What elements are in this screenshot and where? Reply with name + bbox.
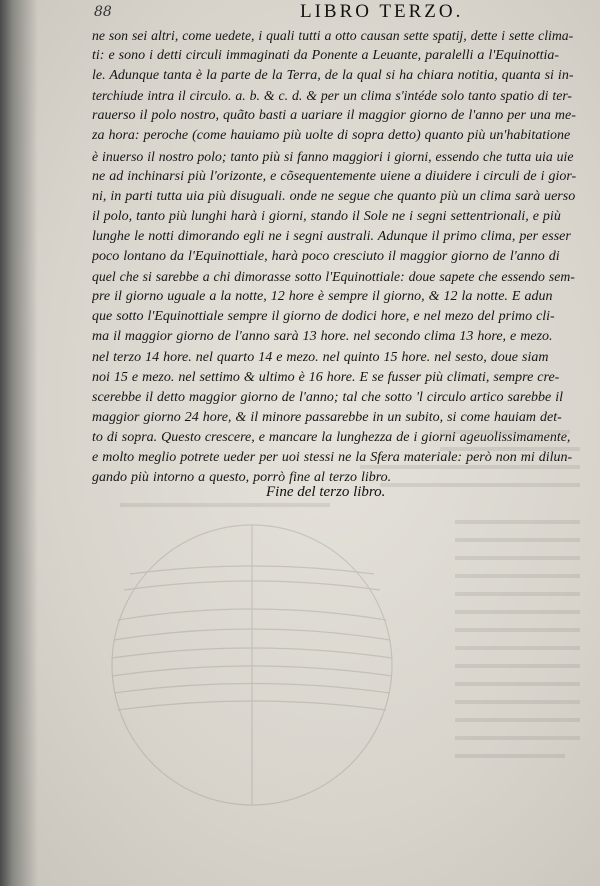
running-head: LIBRO TERZO. — [300, 1, 464, 22]
body-text — [92, 26, 578, 488]
text-line: e molto meglio potrete ueder per uoi stessi ne la Sfera materiale: però non mi dilun- — [92, 449, 573, 465]
text-line: maggior giorno 24 hore, & il minore passarebbe in un subito, si come hauiam det- — [92, 409, 562, 425]
text-line: que sotto l'Equinottiale sempre il giorno de dodici hore, e nel mezo del primo cli- — [92, 309, 555, 325]
text-line: noi 15 e mezo. nel settimo & ultimo è 16 hore. E se fusser più climati, sempre cre- — [92, 369, 560, 385]
text-line: ne son sei altri, come uedete, i quali tutti a otto causan sette spatij, dette i sette clima- — [92, 28, 574, 43]
chapter-end-line: Fine del terzo libro. — [266, 484, 386, 500]
text-line: za hora: peroche (come hauiamo più uolte di sopra detto) quanto più un'habitatione — [92, 128, 571, 144]
page-number: 88 — [94, 4, 112, 20]
text-line: ni, in parti tutta uia più disuguali. onde ne segue che quanto più un clima sarà uerso — [92, 188, 576, 204]
text-line: ma il maggior giorno de l'anno sarà 13 hore. nel secondo clima 13 hore, e mezo. — [92, 329, 553, 345]
text-line: ti: e sono i detti circuli immaginati da Ponente a Leuante, paralelli a l'Equinottia- — [92, 48, 560, 64]
text-line: terchiude intra il circulo. a. b. & c. d. & per un clima s'intéde solo tanto spatio di ter- — [92, 88, 573, 104]
text-line: quel che si sarebbe a chi dimorasse sotto l'Equinottiale: doue sapete che essendo sem- — [92, 269, 575, 285]
text-line: pre il giorno uguale a la notte, 12 hore è sempre il giorno, & 12 la notte. E adun — [92, 289, 553, 305]
text-line: poco lontano da l'Equinottiale, harà poco cresciuto il maggior giorno de l'anno di — [92, 249, 560, 265]
text-line: il polo, tanto più lunghi harà i giorni, stando il Sole ne i segni settentrionali, e più — [92, 208, 561, 224]
text-line: rauerso il polo nostro, quãto basti a uariare il maggior giorno de l'anno per una me- — [92, 108, 576, 124]
text-line: è inuerso il nostro polo; tanto più si fanno maggiori i giorni, essendo che tutta uia uie — [92, 148, 574, 164]
text-line: le. Adunque tanta è la parte de la Terra, de la qual si ha chiara notitia, quanta si in- — [92, 68, 574, 84]
text-line: to di sopra. Questo crescere, e mancare la lunghezza de i giorni ageuolissimamente, — [92, 429, 571, 445]
text-line: lunghe le notti dimorando egli ne i segni australi. Adunque il primo clima, per esser — [92, 228, 571, 244]
text-line: ne ad inchinarsi più l'orizonte, e cõsequentemente uiene a diuidere i circuli de i gior- — [92, 168, 577, 184]
text-line: scerebbe il detto maggior giorno de l'anno; tal che sotto 'l circulo artico sarebbe il — [92, 389, 564, 405]
text-line: nel terzo 14 hore. nel quarto 14 e mezo. nel quinto 15 hore. nel sesto, doue siam — [92, 349, 549, 365]
text-line: gando più intorno a questo, porrò fine al terzo libro. — [92, 470, 392, 486]
